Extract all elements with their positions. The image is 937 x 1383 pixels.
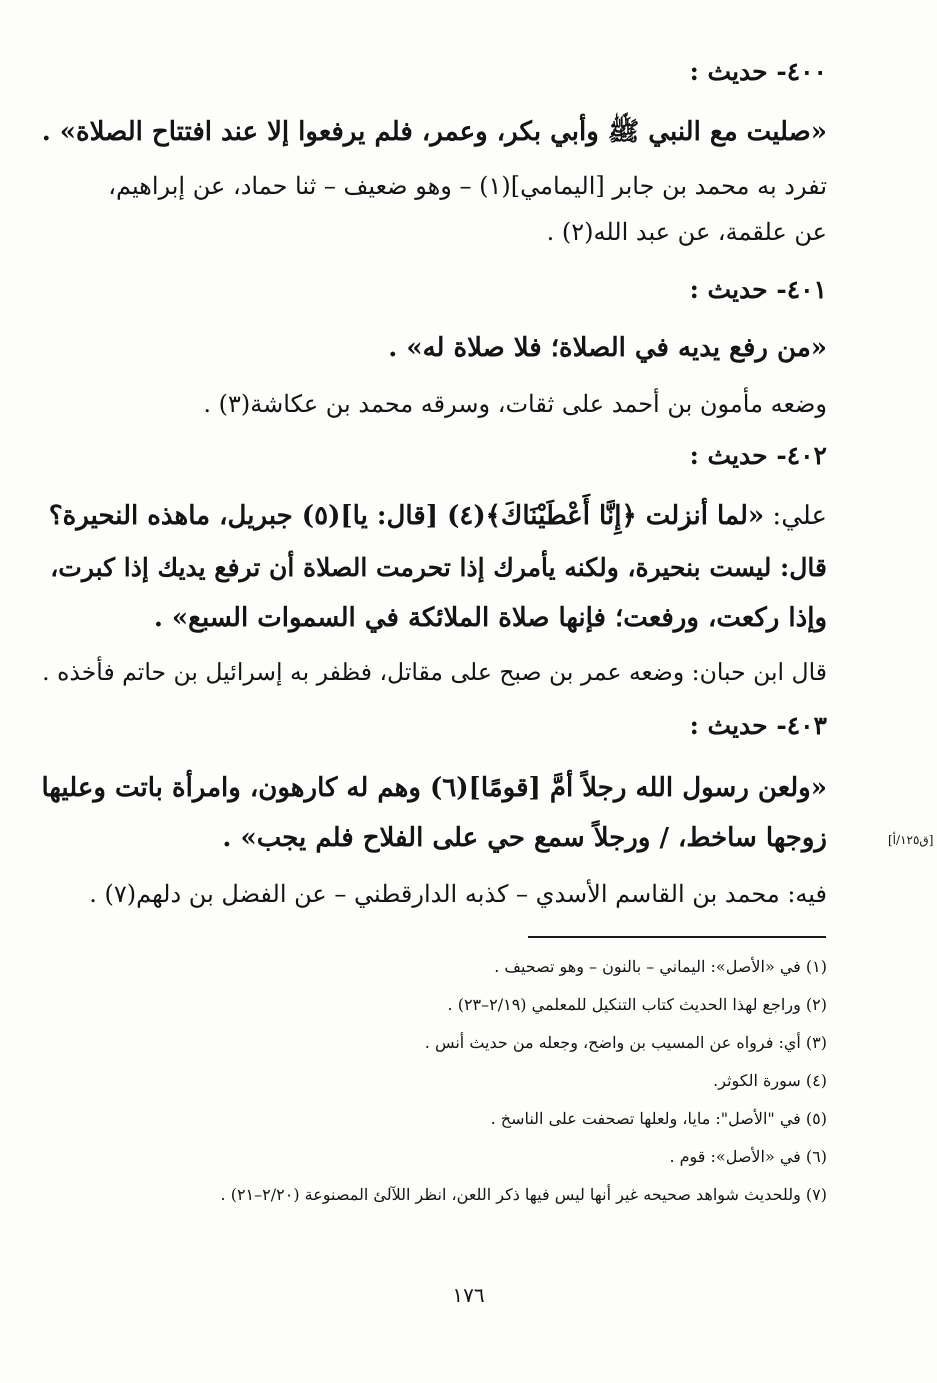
hadith-402-text-line-3: وإذا ركعت، ورفعت؛ فإنها صلاة الملائكة في السموات السبع» . [153, 603, 827, 633]
hadith-402-text-line-2: قال: ليست بنحيرة، ولكنه يأمرك إذا تحرمت الصلاة أن ترفع يديك إذا كبرت، [50, 553, 827, 582]
hadith-402-commentary: قال ابن حبان: وضعه عمر بن صبح على مقاتل، فظفر به إسرائيل بن حاتم فأخذه . [42, 658, 827, 686]
footnote-4: (٤) سورة الكوثر. [713, 1071, 827, 1090]
hadith-401-commentary: وضعه مأمون بن أحمد على ثقات، وسرقه محمد بن عكاشة(٣) . [203, 390, 827, 418]
hadith-401-heading: ٤٠١- حديث : [689, 275, 827, 304]
footnote-3: (٣) أي: فرواه عن المسيب بن واضح، وجعله من حديث أنس . [424, 1033, 827, 1052]
hadith-403-heading: ٤٠٣- حديث : [689, 711, 827, 740]
footnote-1: (١) في «الأصل»: اليماني – بالنون – وهو تصحيف . [494, 957, 827, 976]
speaker-prefix: علي: [764, 501, 827, 531]
hadith-400-commentary-line-1: تفرد به محمد بن جابر [اليمامي](١) – وهو ضعيف – ثنا حماد، عن إبراهيم، [108, 172, 827, 200]
hadith-403-commentary: فيه: محمد بن القاسم الأسدي – كذبه الدارقطني – عن الفضل بن دلهم(٧) . [89, 880, 827, 908]
hadith-403-text-line-1: «ولعن رسول الله رجلاً أمَّ [قومًا](٦) وهم له كارهون، وامرأة باتت وعليها [41, 773, 827, 803]
page-number: ١٧٦ [452, 1283, 485, 1307]
manuscript-folio-note: [ق١٢٥/أ] [888, 833, 934, 847]
hadith-400-commentary-line-2: عن علقمة، عن عبد الله(٢) . [546, 218, 827, 246]
footnote-2: (٢) وراجع لهذا الحديث كتاب التنكيل للمعلمي (٢/١٩–٢٣) . [447, 995, 827, 1014]
hadith-403-text-line-2: زوجها ساخط، / ورجلاً سمع حي على الفلاح فلم يجب» . [222, 823, 827, 853]
hadith-401-text: «من رفع يديه في الصلاة؛ فلا صلاة له» . [388, 333, 827, 363]
footnote-5: (٥) في "الأصل": مايا، ولعلها تصحفت على الناسخ . [490, 1109, 827, 1128]
footnote-separator [528, 936, 826, 938]
hadith-402-heading: ٤٠٢- حديث : [689, 441, 827, 470]
hadith-400-text: «صليت مع النبي ﷺ وأبي بكر، وعمر، فلم يرفعوا إلا عند افتتاح الصلاة» . [41, 117, 827, 147]
footnote-7: (٧) وللحديث شواهد صحيحه غير أنها ليس فيها ذكر اللعن، انظر اللآلئ المصنوعة (٢/٢٠–٢١) . [220, 1185, 827, 1204]
hadith-402-text-line-1-body: «لما أنزلت ﴿إِنَّا أَعْطَيْنَاكَ﴾(٤) [قال: يا](٥) جبريل، ماهذه النحيرة؟ [48, 501, 765, 531]
footnote-6: (٦) في «الأصل»: قوم . [669, 1147, 827, 1166]
hadith-402-text-line-1 [49, 496, 827, 536]
hadith-400-heading: ٤٠٠- حديث : [689, 57, 827, 86]
